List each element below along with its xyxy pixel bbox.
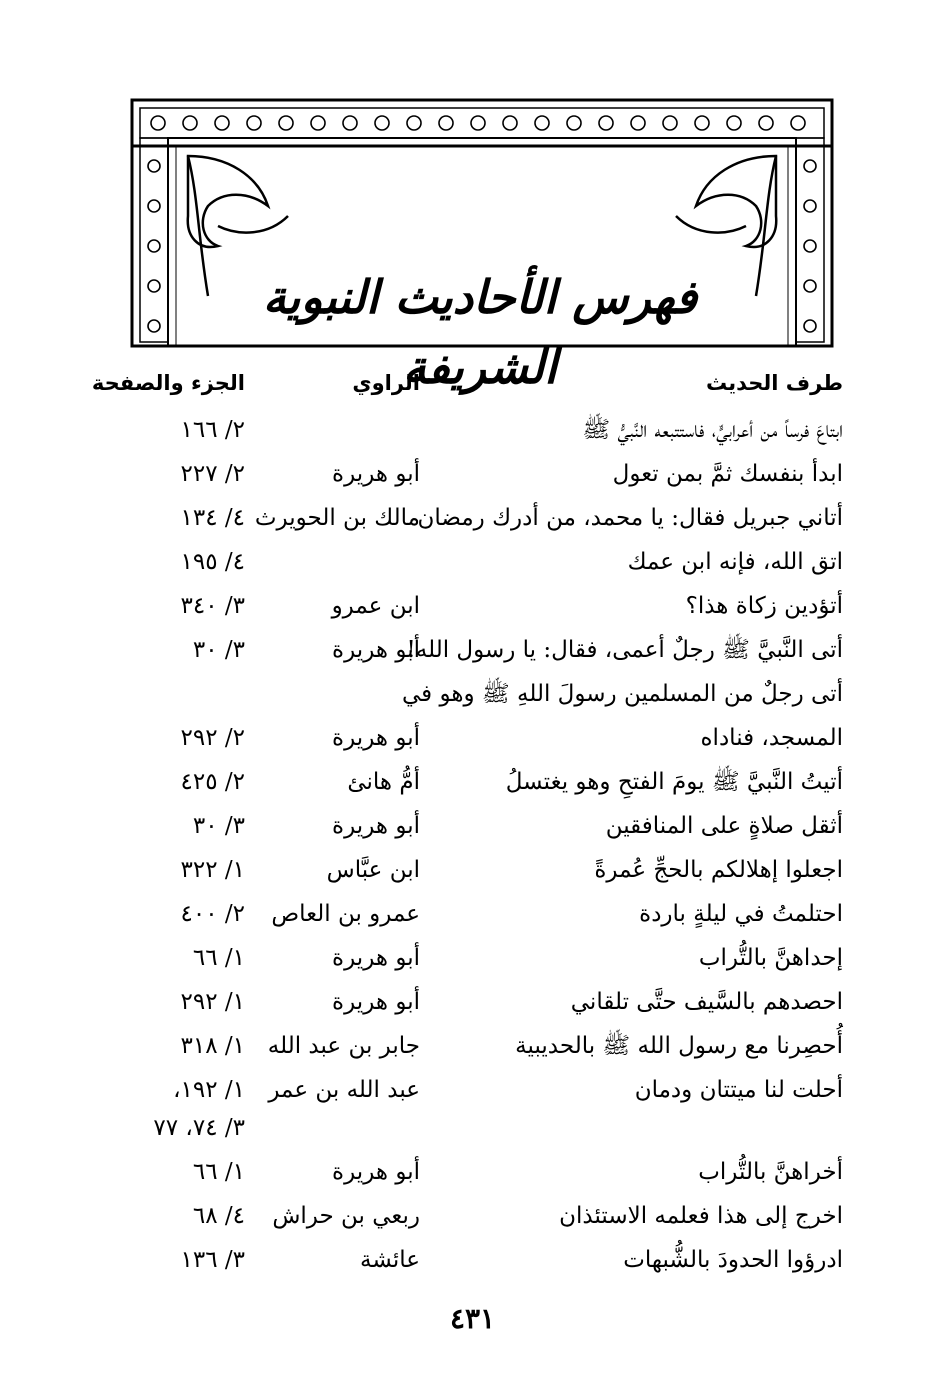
hadith-text: أُحصِرنا مع رسول الله ﷺ بالحديبية [515, 1033, 843, 1059]
column-header-narrator: الراوي [352, 371, 420, 395]
hadith-text: أثقل صلاةٍ على المنافقين [605, 813, 843, 839]
table-row [0, 1152, 945, 1192]
volume-page: ٣/ ٧٤، ٧٧ [153, 1115, 245, 1141]
volume-page: ١/ ٣٢٢ [180, 857, 245, 883]
volume-page: ٢/ ١٦٦ [180, 417, 245, 443]
hadith-text: أتيتُ النَّبيَّ ﷺ يومَ الفتحِ وهو يغتسلُ [505, 769, 843, 795]
volume-page: ٢/ ٢٩٢ [180, 725, 245, 751]
narrator: ابن عبَّاس [326, 857, 420, 883]
table-row [0, 1240, 945, 1280]
narrator: أبو هريرة [332, 725, 420, 751]
hadith-text: اتق الله، فإنه ابن عمك [627, 549, 843, 575]
table-row [0, 410, 945, 450]
narrator: جابر بن عبد الله [267, 1033, 420, 1059]
table-row [0, 630, 945, 670]
narrator: ربعي بن حراش [272, 1203, 420, 1229]
table-row [0, 586, 945, 626]
hadith-text: أتى رجلٌ من المسلمين رسولَ اللهِ ﷺ وهو في [402, 681, 843, 707]
hadith-text: إحداهنَّ بالتُّراب [698, 945, 843, 971]
hadith-text: احصدهم بالسَّيف حتَّى تلقاني [570, 989, 843, 1015]
table-row [0, 454, 945, 494]
volume-page: ٤/ ٦٨ [192, 1203, 245, 1229]
narrator: عائشة [360, 1247, 420, 1273]
narrator: ابن عمرو [331, 593, 420, 619]
volume-page: ١/ ٦٦ [192, 1159, 245, 1185]
table-row [0, 1108, 945, 1148]
table-row [0, 1026, 945, 1066]
narrator: أبو هريرة [332, 945, 420, 971]
volume-page: ٣/ ٣٤٠ [180, 593, 245, 619]
narrator: مالك بن الحويرث [254, 505, 420, 531]
volume-page: ٢/ ٤٢٥ [180, 769, 245, 795]
narrator: أمُّ هانئ [347, 769, 420, 795]
volume-page: ٢/ ٢٢٧ [180, 461, 245, 487]
table-row [0, 850, 945, 890]
hadith-text: أحلت لنا ميتتان ودمان [634, 1077, 843, 1103]
hadith-text: أتى النَّبيَّ ﷺ رجلٌ أعمى، فقال: يا رسول الله! [406, 637, 843, 663]
table-row [0, 674, 945, 714]
table-row [0, 718, 945, 758]
narrator: أبو هريرة [332, 813, 420, 839]
hadith-text: ادرؤوا الحدودَ بالشُّبهات [623, 1247, 843, 1273]
hadith-text: اجعلوا إهلالكم بالحجِّ عُمرةً [594, 857, 843, 883]
table-row [0, 894, 945, 934]
table-row [0, 1070, 945, 1110]
hadith-text: أتاني جبريل فقال: يا محمد، من أدرك رمضان [417, 505, 843, 531]
column-header-hadith: طرف الحديث [705, 371, 843, 395]
narrator: أبو هريرة [332, 1159, 420, 1185]
table-row [0, 762, 945, 802]
volume-page: ١/ ٢٩٢ [180, 989, 245, 1015]
hadith-text: ابدأ بنفسك ثمَّ بمن تعول [612, 461, 843, 487]
table-row [0, 982, 945, 1022]
volume-page: ١/ ٣١٨ [180, 1033, 245, 1059]
narrator: أبو هريرة [332, 637, 420, 663]
table-row [0, 806, 945, 846]
volume-page: ٢/ ٤٠٠ [180, 901, 245, 927]
narrator: عمرو بن العاص [271, 901, 420, 927]
volume-page: ١/ ١٩٢، [173, 1077, 245, 1103]
hadith-text: احتلمتُ في ليلةٍ باردة [639, 901, 843, 927]
hadith-text: أتؤدين زكاة هذا؟ [685, 593, 843, 619]
page-title: فهرس الأحاديث النبوية الشريفة [262, 270, 698, 394]
table-row [0, 1196, 945, 1236]
volume-page: ٣/ ٣٠ [192, 813, 245, 839]
column-header-reference: الجزء والصفحة [91, 371, 245, 395]
volume-page: ١/ ٦٦ [192, 945, 245, 971]
hadith-text: اخرج إلى هذا فعلمه الاستئذان [559, 1203, 843, 1229]
table-header [0, 363, 945, 403]
page-number: ٤٣١ [449, 1302, 496, 1335]
volume-page: ٤/ ١٩٥ [180, 549, 245, 575]
volume-page: ٣/ ١٣٦ [180, 1247, 245, 1273]
hadith-text: المسجد، فناداه [700, 725, 843, 751]
table-row [0, 542, 945, 582]
hadith-text: ابتاعَ فرساً من أعرابيٍّ، فاستتبعه النَّبيُّ ﷺ [582, 417, 843, 443]
hadith-text: أخراهنَّ بالتُّراب [698, 1159, 843, 1185]
table-row [0, 498, 945, 538]
narrator: أبو هريرة [332, 461, 420, 487]
narrator: عبد الله بن عمر [268, 1077, 420, 1103]
volume-page: ٣/ ٣٠ [192, 637, 245, 663]
narrator: أبو هريرة [332, 989, 420, 1015]
table-row [0, 938, 945, 978]
volume-page: ٤/ ١٣٤ [180, 505, 245, 531]
